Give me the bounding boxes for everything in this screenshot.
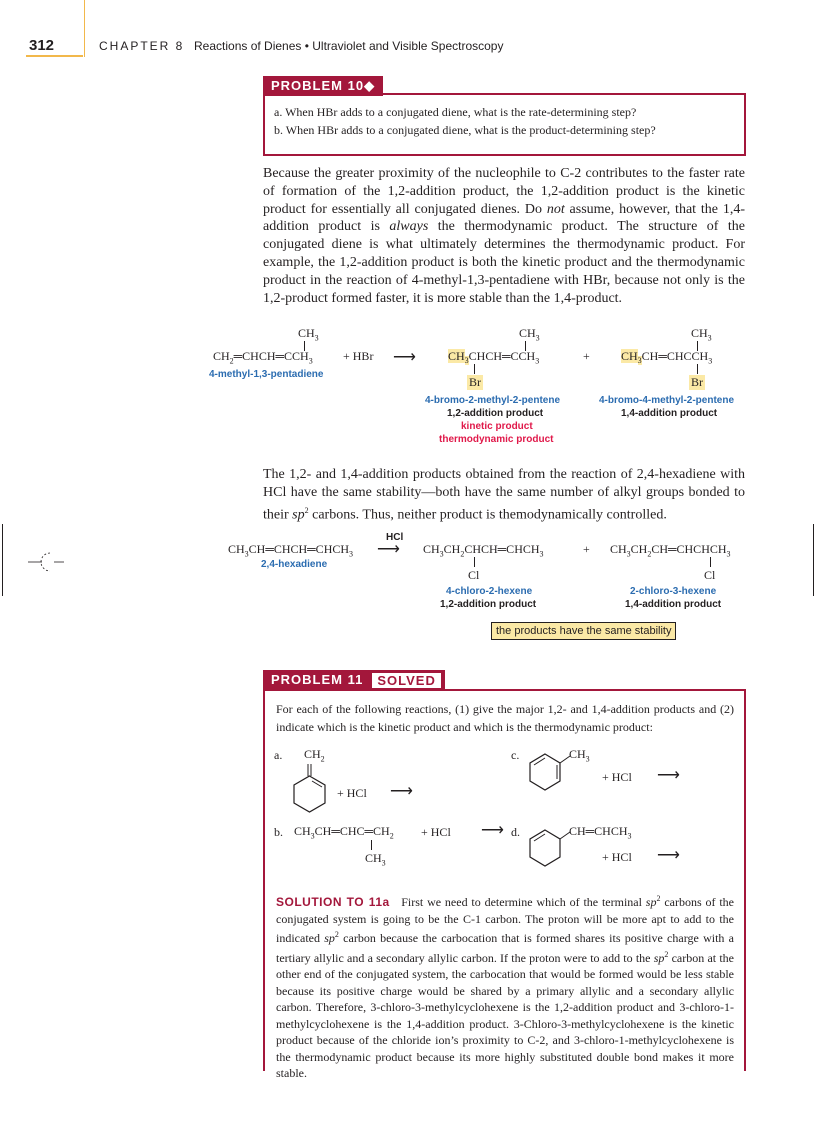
problem-11-intro: For each of the following reactions, (1) give the major 1,2- and 1,4-addition products and (2) indicate which is the kinetic product and which is the thermodynamic product: bbox=[276, 702, 734, 734]
paragraph-2-sup: 2 bbox=[304, 505, 309, 515]
solution-text-d: carbon at the other end of the conjugated system, the carbocation that would be formed would be less stable because its positive charge would be shared by a primary allylic and a secondary allylic carbon. Therefore, 3-chloro-3-methylcyclohexene is the 1,2-addition product and 3-chloro-1-methylcyclohexene is the 1,4-addition product. 3-Chloro-3-methylcyclohexene is the kinetic product because of the chloride ion’s proximity to C-2, and 3-chloro-1-methylcyclohexene is the thermodynamic product because its more highly substituted double bond makes it more stable. bbox=[276, 950, 734, 1080]
reaction-2-product-1-bond bbox=[474, 557, 475, 567]
problem-11-c-arrow: ⟶ bbox=[657, 767, 680, 784]
reaction-2-reactant: $CH_3CH═CHCH═CHCH_3$ bbox=[228, 542, 354, 559]
reaction-1-product-1-bromine: Br bbox=[469, 375, 481, 389]
problem-11-d-reagent: + HCl bbox=[602, 850, 632, 864]
reaction-2-plus: + bbox=[583, 542, 590, 556]
reaction-1-product-2-methyl: $CH_3$ bbox=[691, 326, 712, 343]
reaction-1-reactant-methyl: $CH_3$ bbox=[298, 326, 319, 343]
reaction-2-product-1-chlorine: Cl bbox=[468, 568, 480, 582]
paragraph-1-emphasis-always: always bbox=[389, 219, 429, 235]
paragraph-same-stability bbox=[263, 466, 745, 524]
reaction-1-product-1-type: 1,2-addition product bbox=[447, 408, 544, 419]
problem-11-d-substituent: $CH═CHCH_3$ bbox=[569, 824, 632, 841]
problem-11-d-label: d. bbox=[511, 825, 520, 839]
solution-sp-1: sp bbox=[645, 895, 657, 909]
reaction-2-product-1-name: 4-chloro-2-hexene bbox=[446, 586, 533, 597]
chapter-title: Reactions of Dienes • Ultraviolet and Visible Spectroscopy bbox=[194, 39, 504, 53]
reaction-1-scheme bbox=[0, 320, 816, 450]
problem-10-tab: PROBLEM 10◆ bbox=[263, 76, 383, 96]
problem-10-a: a. When HBr adds to a conjugated diene, what is the rate-determining step? bbox=[274, 105, 637, 119]
reaction-1-product-1-name: 4-bromo-2-methyl-2-pentene bbox=[425, 395, 561, 406]
solution-text-a: First we need to determine which of the terminal bbox=[401, 895, 646, 909]
problem-11-a-substituent: $CH_2$ bbox=[304, 747, 325, 764]
methylenecyclohexene-structure-icon bbox=[288, 762, 328, 818]
problem-11-c-label: c. bbox=[511, 748, 520, 762]
reaction-1-thermodynamic-label: thermodynamic product bbox=[439, 434, 554, 445]
solution-sp-2: sp bbox=[324, 931, 335, 945]
reaction-2-product-1-type: 1,2-addition product bbox=[440, 599, 537, 610]
paragraph-1-text-c: the thermodynamic product. The structure of the conjugated diene is what ultimately determines the thermodynamic product. For example, the 1,2-addition product is both the kinetic product and the thermodynamic product in the reaction of 4-methyl-1,3-pentadiene with HBr, because not only is the 1,2-product formed faster, it is more stable than the 1,4-product. bbox=[263, 219, 745, 306]
problem-11-b-branch-bond bbox=[371, 840, 372, 850]
reaction-1-product-2-type: 1,4-addition product bbox=[621, 408, 718, 419]
solution-sp-3: sp bbox=[653, 950, 665, 965]
paragraph-1-text-a: Because the greater proximity of the nucleophile to C-2 contributes to the faster rate of formation of the 1,2-addition product, the 1,2-addition product is the kinetic product for essentially all conjugated dienes. Do bbox=[263, 166, 745, 217]
paragraph-2-sp: sp bbox=[292, 507, 305, 523]
problem-11-b-branch: $CH_3$ bbox=[365, 851, 386, 868]
reaction-1-kinetic-label: kinetic product bbox=[461, 421, 533, 432]
solution-sup-2: 2 bbox=[334, 930, 339, 939]
problem-10-b: b. When HBr adds to a conjugated diene, what is the product-determining step? bbox=[274, 123, 656, 137]
solution-text-b: carbons of the conjugated system is going to be the C-1 carbon. The proton will be more apt to add to the indicated bbox=[276, 895, 734, 945]
reaction-2-scheme bbox=[0, 530, 816, 645]
paragraph-2-text-a: The 1,2- and 1,4-addition products obtained from the reaction of 2,4-hexadiene with HCl have the same stability—both have the same number of alkyl groups bonded to their bbox=[263, 467, 745, 523]
problem-11-d-arrow: ⟶ bbox=[657, 847, 680, 864]
paragraph-kinetic-product bbox=[263, 165, 745, 307]
header-vertical-rule bbox=[84, 0, 85, 57]
reaction-1-product-1-methyl: $CH_3$ bbox=[519, 326, 540, 343]
reaction-2-product-2-chlorine: Cl bbox=[704, 568, 716, 582]
reaction-1-reactant: $CH_2═CHCH═CCH_3$ bbox=[213, 349, 313, 366]
problem-11-b-reagent: + HCl bbox=[421, 825, 451, 839]
reaction-1-product-1: $CH_3CHCH═CCH_3$ bbox=[448, 349, 540, 366]
reaction-1-product-2-bromine: Br bbox=[691, 375, 703, 389]
solution-sup-1: 2 bbox=[656, 894, 661, 903]
reaction-2-reactant-name: 2,4-hexadiene bbox=[261, 559, 328, 570]
solution-text-c: carbon because the carbocation that is formed shares its positive charge with a tertiary allylic and a secondary allylic carbon. If the proton were to add to the bbox=[276, 931, 734, 965]
reaction-2-product-2-type: 1,4-addition product bbox=[625, 599, 722, 610]
reaction-1-reactant-name: 4-methyl-1,3-pentadiene bbox=[209, 369, 324, 380]
reaction-2-product-2-name: 2-chloro-3-hexene bbox=[630, 586, 717, 597]
paragraph-1-text-b: assume, however, that the 1,4-addition product is bbox=[263, 201, 745, 235]
reaction-1-reagent: + HBr bbox=[343, 349, 374, 363]
paragraph-1-emphasis-not: not bbox=[546, 201, 565, 217]
problem-11-c-reagent: + HCl bbox=[602, 770, 632, 784]
page-number: 312 bbox=[29, 37, 55, 54]
problem-11-tab: PROBLEM 11 bbox=[271, 672, 364, 687]
reaction-2-product-2-bond bbox=[710, 557, 711, 567]
same-stability-note: the products have the same stability bbox=[491, 622, 676, 640]
reaction-1-product-1-bond-bottom bbox=[474, 364, 475, 374]
reaction-2-arrow: ⟶ bbox=[377, 541, 400, 558]
problem-10-box bbox=[263, 76, 746, 156]
problem-11-b-label: b. bbox=[274, 825, 283, 839]
reaction-1-plus: + bbox=[583, 349, 590, 363]
solution-11a-text bbox=[276, 891, 734, 1082]
reaction-1-product-2-bond-bottom bbox=[697, 364, 698, 374]
problem-11-b-formula: $CH_3CH═CHC═CH_2$ bbox=[294, 824, 394, 841]
solved-badge: SOLVED bbox=[371, 672, 442, 689]
chapter-label: CHAPTER 8 bbox=[99, 39, 185, 53]
reaction-2-product-1: $CH_3CH_2CHCH═CHCH_3$ bbox=[423, 542, 544, 559]
paragraph-2-text-b: carbons. Thus, neither product is themodynamically controlled. bbox=[308, 507, 667, 523]
reaction-1-arrow: ⟶ bbox=[393, 349, 416, 366]
reaction-2-product-2: $CH_3CH_2CH═CHCHCH_3$ bbox=[610, 542, 731, 559]
problem-11-a-reagent: + HCl bbox=[337, 786, 367, 800]
problem-11-b-arrow: ⟶ bbox=[481, 822, 504, 839]
reaction-2-reagent: HCl bbox=[386, 532, 404, 543]
problem-11-box bbox=[263, 670, 746, 1080]
problem-11-tab-group bbox=[263, 670, 445, 691]
problem-11-c-substituent: $CH_3$ bbox=[569, 747, 590, 764]
reaction-1-product-2-name: 4-bromo-4-methyl-2-pentene bbox=[599, 395, 735, 406]
reaction-1-product-2: $CH_3CH═CHCCH_3$ bbox=[621, 349, 713, 366]
header-rule bbox=[26, 55, 83, 57]
solution-sup-3: 2 bbox=[664, 949, 669, 959]
solution-11a-title: SOLUTION TO 11a bbox=[276, 895, 390, 909]
problem-11-a-label: a. bbox=[274, 748, 283, 762]
problem-11-a-arrow: ⟶ bbox=[390, 783, 413, 800]
